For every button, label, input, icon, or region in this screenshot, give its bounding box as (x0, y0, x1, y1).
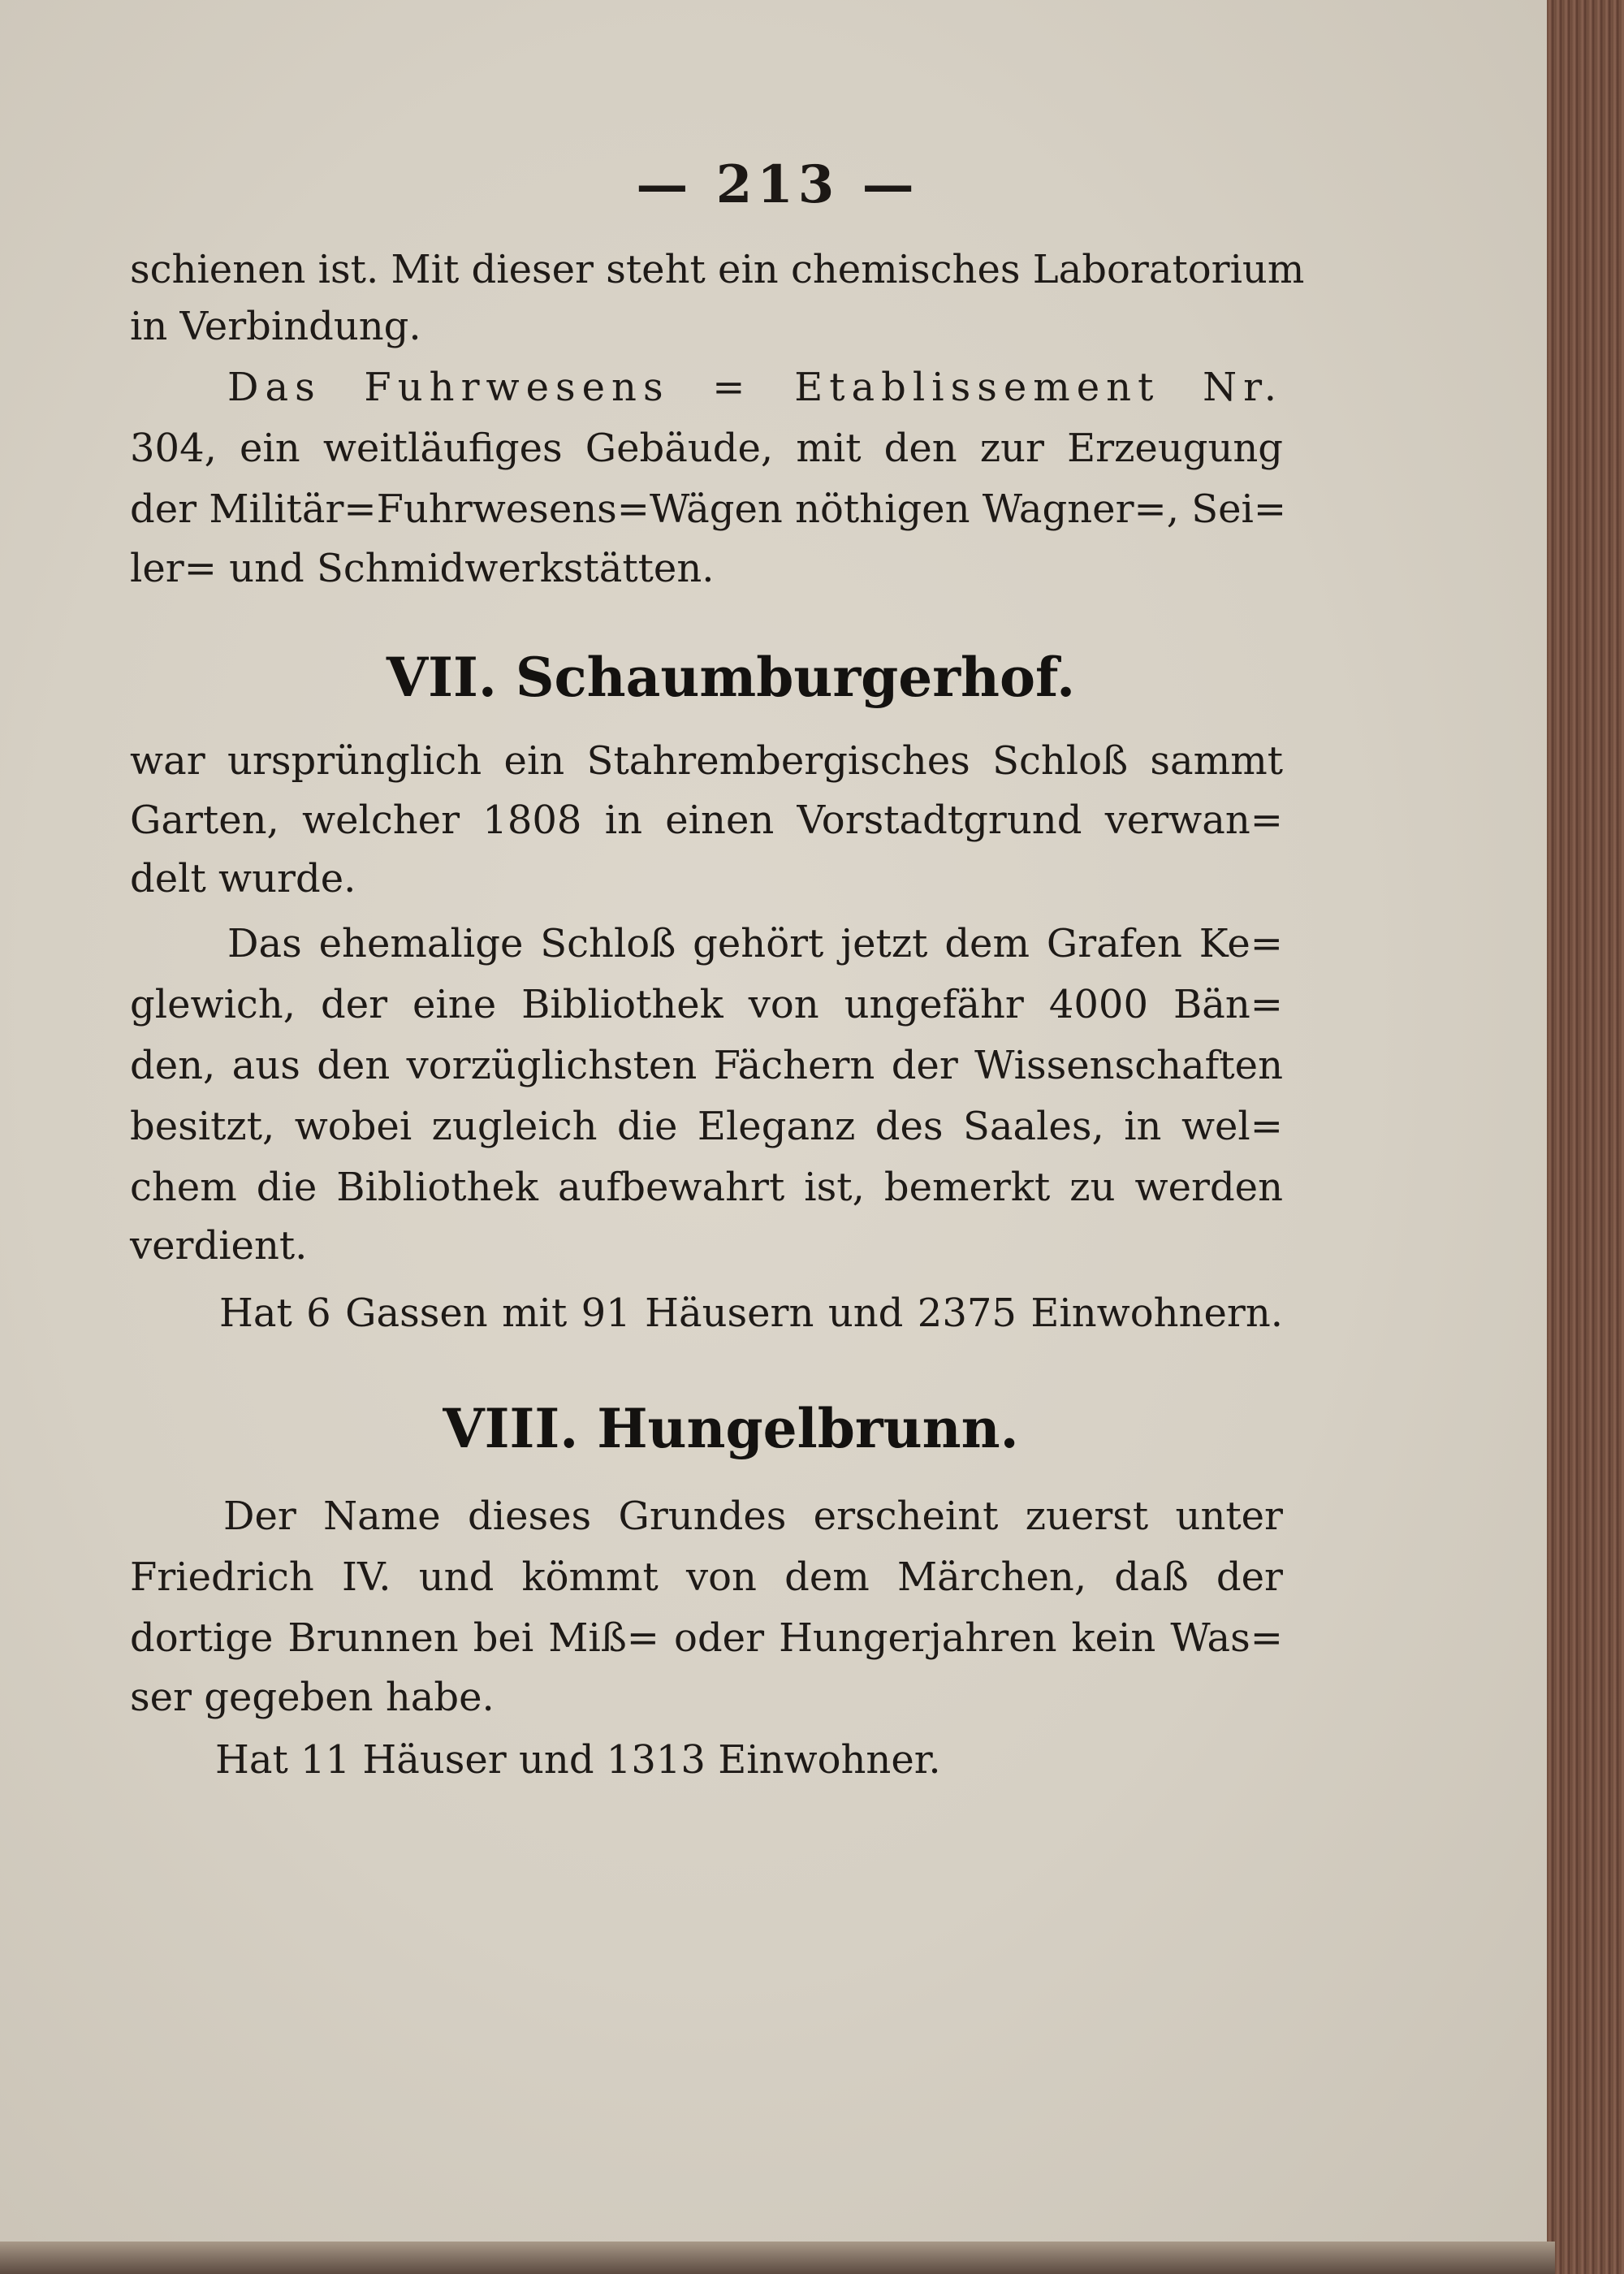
text-line: Das Fuhrwesens = Etablissement Nr. (227, 365, 1283, 410)
text-line: Friedrich IV. und kömmt von dem Märchen, daß der (130, 1554, 1283, 1600)
text-line: Hat 6 Gassen mit 91 Häusern und 2375 Einwohnern. (219, 1290, 1283, 1336)
text-line: glewich, der eine Bibliothek von ungefähr 4000 Bän= (130, 982, 1283, 1027)
page-edge-bottom (0, 2242, 1555, 2274)
text-line: ler= und Schmidwerkstätten. (130, 546, 715, 591)
page-edge-right (1547, 0, 1624, 2274)
text-line: dortige Brunnen bei Miß= oder Hungerjahren kein Was= (130, 1615, 1283, 1661)
text-line: Garten, welcher 1808 in einen Vorstadtgrund verwan= (130, 798, 1283, 843)
text-line: Hat 11 Häuser und 1313 Einwohner. (215, 1737, 941, 1783)
page-number: — 213 — (636, 154, 919, 215)
text-line: schienen ist. Mit dieser steht ein chemisches Laboratorium (130, 247, 1305, 292)
text-line: chem die Bibliothek aufbewahrt ist, bemerkt zu werden (130, 1165, 1283, 1210)
section-heading-viii: VIII. Hungelbrunn. (443, 1397, 1019, 1460)
text-line: war ursprünglich ein Stahrembergisches Schloß sammt (130, 738, 1283, 784)
section-heading-vii: VII. Schaumburgerhof. (386, 646, 1076, 709)
text-line: Der Name dieses Grundes erscheint zuerst unter (223, 1494, 1283, 1539)
text-line: in Verbindung. (130, 304, 421, 349)
text-line: Das ehemalige Schloß gehört jetzt dem Grafen Ke= (227, 921, 1283, 966)
text-line: verdient. (130, 1223, 308, 1269)
text-line: den, aus den vorzüglichsten Fächern der Wissenschaften (130, 1043, 1283, 1088)
text-line: 304, ein weitläufiges Gebäude, mit den zur Erzeugung (130, 426, 1283, 471)
text-line: delt wurde. (130, 856, 356, 901)
text-line: ser gegeben habe. (130, 1675, 495, 1720)
text-line: besitzt, wobei zugleich die Eleganz des Saales, in wel= (130, 1104, 1283, 1149)
text-line: der Militär=Fuhrwesens=Wägen nöthigen Wagner=, Sei= (130, 486, 1287, 532)
